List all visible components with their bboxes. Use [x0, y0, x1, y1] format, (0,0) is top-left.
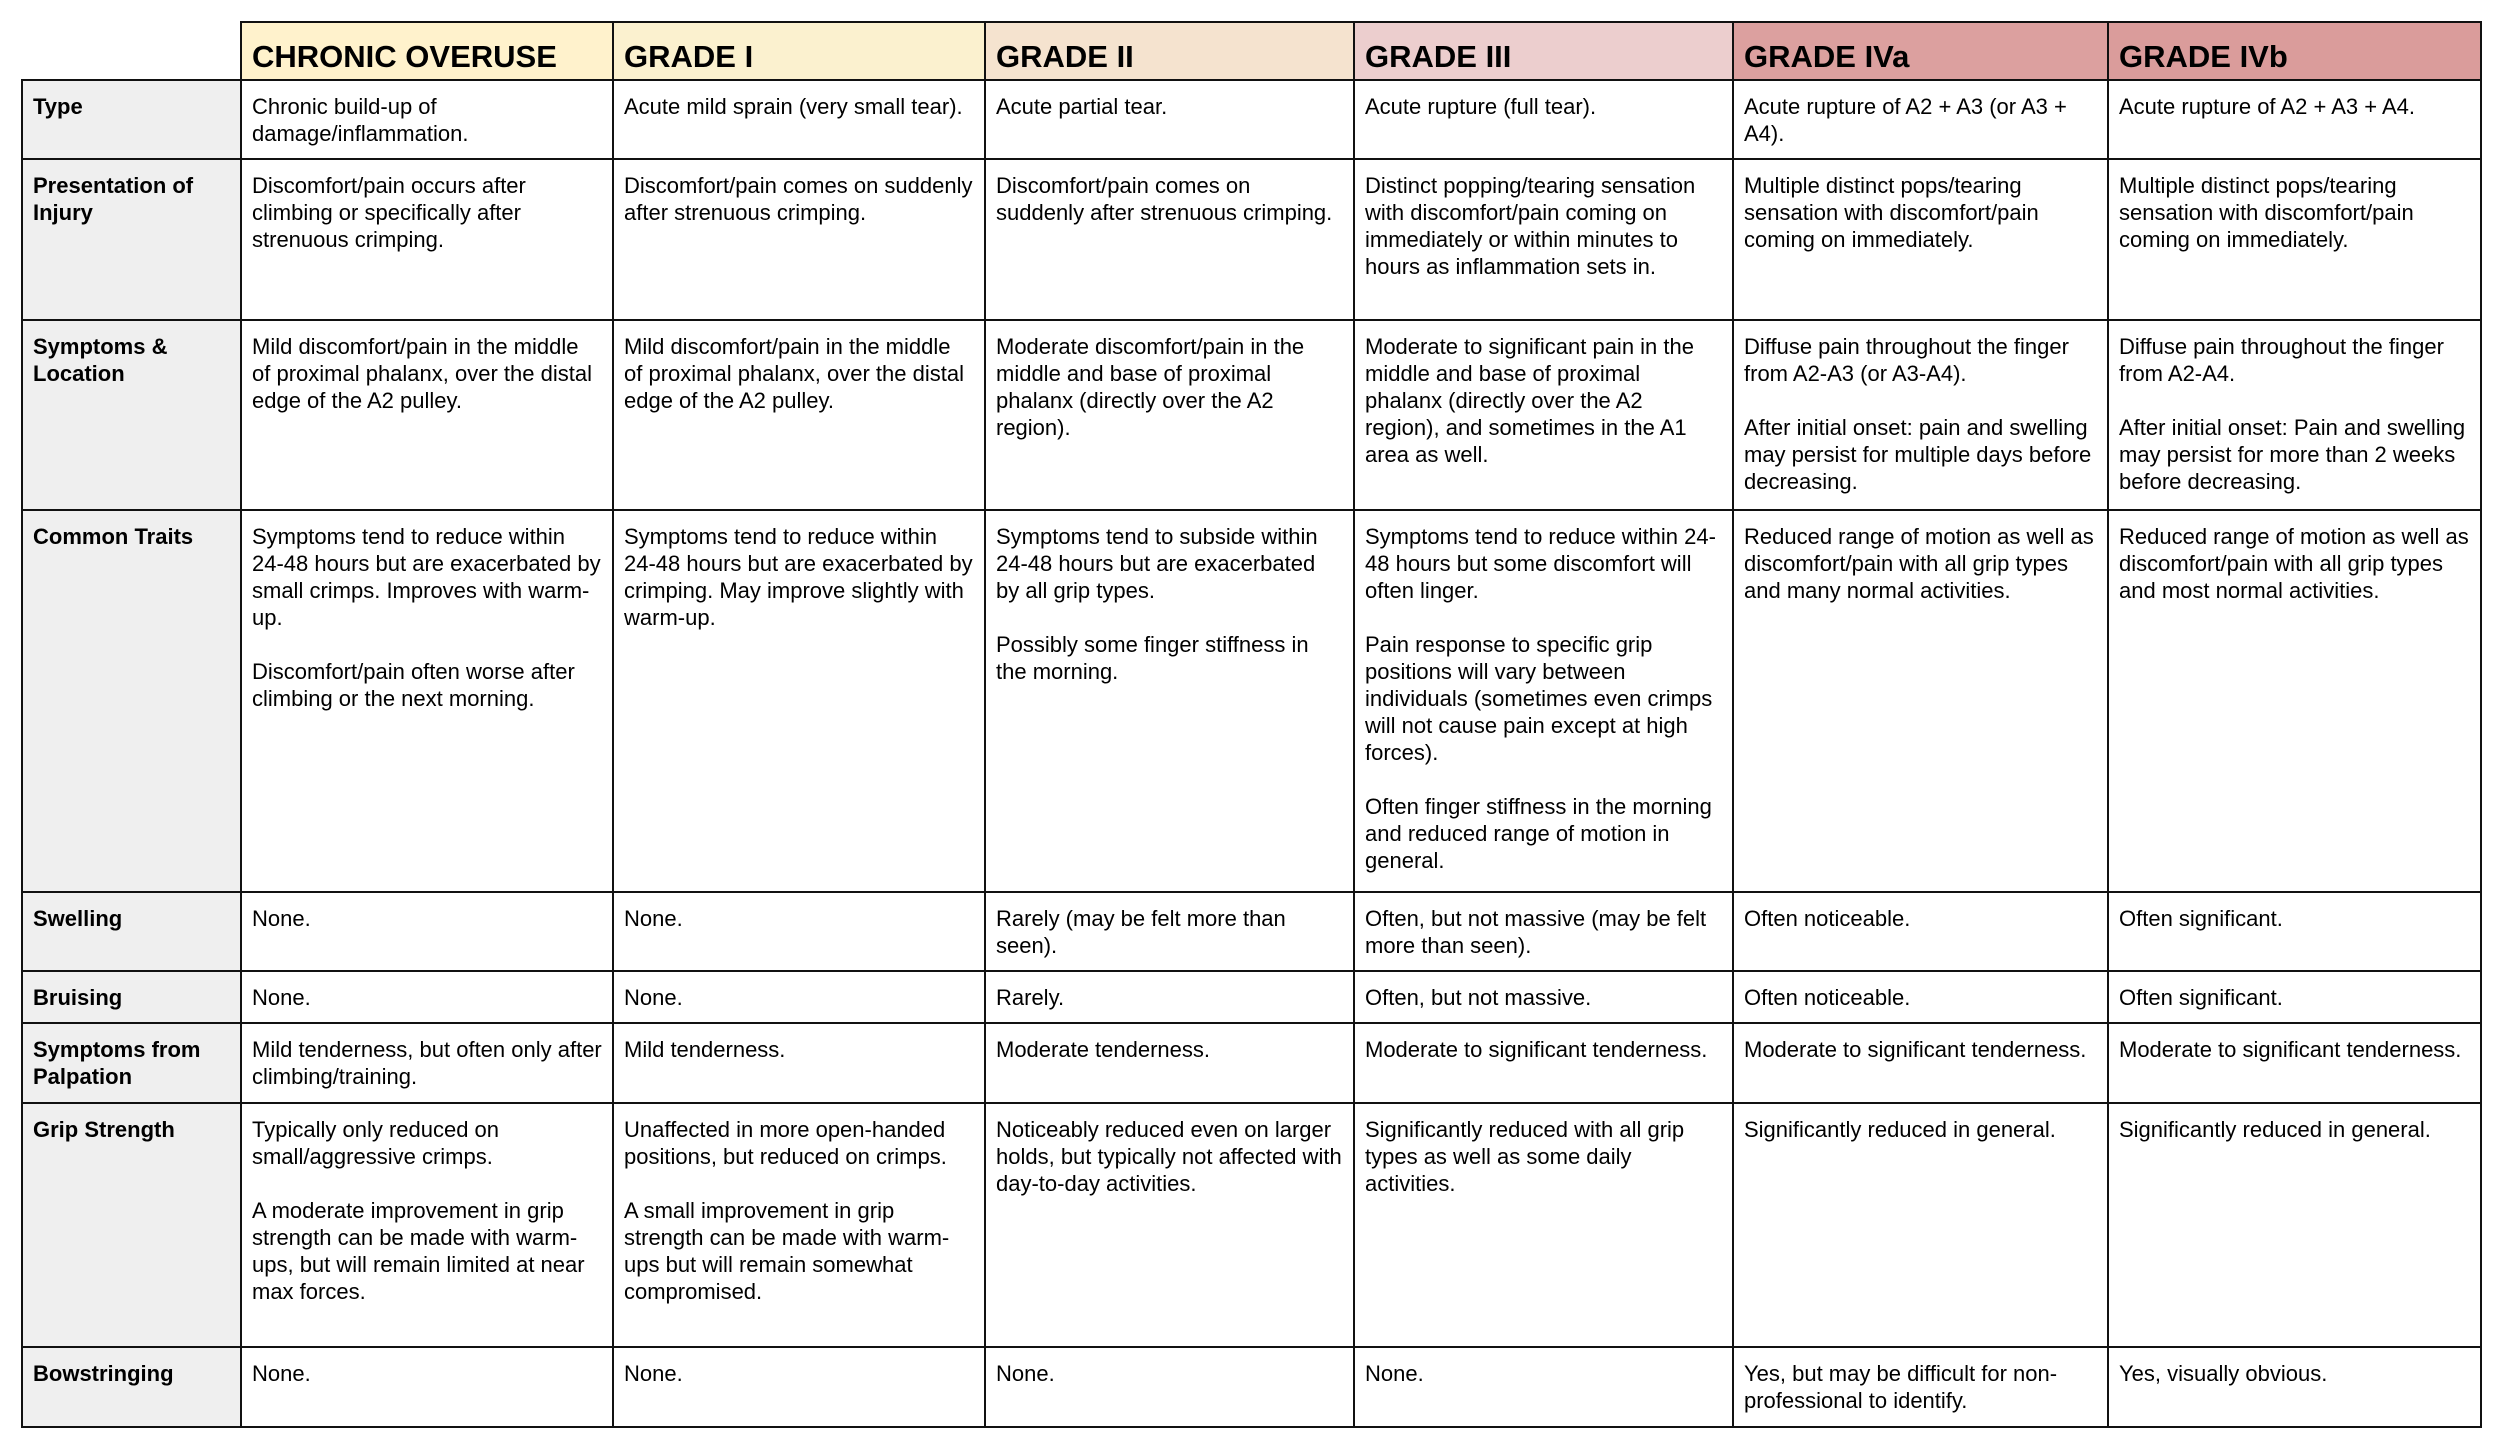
table-cell [613, 320, 985, 510]
cell-paragraph: None. [1365, 1361, 1424, 1386]
cell-paragraph: None. [252, 985, 311, 1010]
cell-paragraph: Moderate to significant pain in the middle and base of proximal phalanx (directly over the A2 region), and sometimes in the A1 area as well. [1365, 334, 1694, 467]
column-header-grade-iii: GRADE III [1354, 22, 1733, 80]
cell-paragraph: Discomfort/pain occurs after climbing or specifically after strenuous crimping. [252, 173, 526, 252]
cell-paragraph: Pain response to specific grip positions will vary between individuals (sometimes even crimps will not cause pain except at high forces). [1365, 632, 1713, 765]
table-cell [2108, 159, 2481, 320]
column-header-grade-i: GRADE I [613, 22, 985, 80]
table-cell [241, 1103, 613, 1347]
cell-paragraph: Often, but not massive (may be felt more than seen). [1365, 906, 1707, 958]
table-cell [1354, 971, 1733, 1023]
cell-paragraph: Distinct popping/tearing sensation with discomfort/pain coming on immediately or within minutes to hours as inflammation sets in. [1365, 173, 1696, 279]
cell-paragraph: None. [252, 906, 311, 931]
table-cell [241, 320, 613, 510]
column-header-grade-ii: GRADE II [985, 22, 1354, 80]
table-cell [1354, 320, 1733, 510]
row-label: Bowstringing [22, 1347, 241, 1427]
cell-paragraph: Rarely (may be felt more than seen). [996, 906, 1286, 958]
table-cell [1733, 1023, 2108, 1103]
cell-paragraph: Mild discomfort/pain in the middle of proximal phalanx, over the distal edge of the A2 pulley. [624, 334, 964, 413]
cell-paragraph: Yes, but may be difficult for non-professional to identify. [1744, 1361, 2058, 1413]
cell-paragraph: Symptoms tend to subside within 24-48 hours but are exacerbated by all grip types. [996, 524, 1318, 603]
cell-paragraph: Significantly reduced with all grip types as well as some daily activities. [1365, 1117, 1685, 1196]
table-cell [613, 159, 985, 320]
table-cell [985, 1023, 1354, 1103]
table-cell [613, 510, 985, 892]
table-cell [1733, 510, 2108, 892]
cell-paragraph: Often noticeable. [1744, 985, 1911, 1010]
cell-paragraph: None. [252, 1361, 311, 1386]
table-row [22, 1103, 2481, 1347]
table-cell [2108, 510, 2481, 892]
table-cell [1354, 1347, 1733, 1427]
cell-paragraph: Often noticeable. [1744, 906, 1911, 931]
table-row [22, 510, 2481, 892]
cell-paragraph: Acute partial tear. [996, 94, 1168, 119]
cell-paragraph: Acute mild sprain (very small tear). [624, 94, 963, 119]
row-label: Swelling [22, 892, 241, 971]
cell-paragraph: None. [624, 1361, 683, 1386]
cell-paragraph: None. [996, 1361, 1055, 1386]
cell-paragraph: Noticeably reduced even on larger holds, but typically not affected with day-to-day activities. [996, 1117, 1342, 1196]
row-label: Type [22, 80, 241, 159]
cell-paragraph: Often, but not massive. [1365, 985, 1592, 1010]
table-cell [241, 892, 613, 971]
table-cell [2108, 1103, 2481, 1347]
table-cell [2108, 1023, 2481, 1103]
row-label: Grip Strength [22, 1103, 241, 1347]
table-cell [241, 510, 613, 892]
cell-paragraph: Symptoms tend to reduce within 24-48 hours but some discomfort will often linger. [1365, 524, 1716, 603]
table-cell [1733, 892, 2108, 971]
header-row [22, 22, 2481, 80]
table-cell [985, 80, 1354, 159]
cell-paragraph: Moderate to significant tenderness. [1365, 1037, 1708, 1062]
cell-paragraph: Reduced range of motion as well as discomfort/pain with all grip types and most normal activities. [2119, 524, 2469, 603]
table-cell [985, 1347, 1354, 1427]
table-cell [1733, 80, 2108, 159]
cell-paragraph: Possibly some finger stiffness in the morning. [996, 632, 1309, 684]
cell-paragraph: Rarely. [996, 985, 1065, 1010]
table-cell [985, 1103, 1354, 1347]
row-label: Common Traits [22, 510, 241, 892]
cell-paragraph: Multiple distinct pops/tearing sensation with discomfort/pain coming on immediately. [2119, 173, 2414, 252]
table-cell [1733, 1103, 2108, 1347]
table-cell [613, 80, 985, 159]
cell-paragraph: Discomfort/pain comes on suddenly after strenuous crimping. [996, 173, 1333, 225]
row-label: Presentation of Injury [22, 159, 241, 320]
table-row [22, 320, 2481, 510]
table-cell [1354, 1023, 1733, 1103]
table-cell [2108, 892, 2481, 971]
table-cell [1354, 80, 1733, 159]
table-row [22, 159, 2481, 320]
table-cell [613, 892, 985, 971]
cell-paragraph: Significantly reduced in general. [2119, 1117, 2431, 1142]
cell-paragraph: Acute rupture of A2 + A3 + A4. [2119, 94, 2415, 119]
table-cell [1354, 892, 1733, 971]
column-header-grade-ivb: GRADE IVb [2108, 22, 2481, 80]
table-row [22, 892, 2481, 971]
cell-paragraph: Often significant. [2119, 985, 2283, 1010]
table-cell [1733, 1347, 2108, 1427]
cell-paragraph: Typically only reduced on small/aggressive crimps. [252, 1117, 500, 1169]
column-header-chronic-overuse: CHRONIC OVERUSE [241, 22, 613, 80]
table-cell [241, 1023, 613, 1103]
table-cell [241, 80, 613, 159]
table-cell [2108, 320, 2481, 510]
table-cell [985, 510, 1354, 892]
table-cell [1354, 510, 1733, 892]
injury-grade-table-container [21, 21, 2482, 1428]
row-label: Symptoms from Palpation [22, 1023, 241, 1103]
cell-paragraph: Chronic build-up of damage/inflammation. [252, 94, 469, 146]
column-header-grade-iva: GRADE IVa [1733, 22, 2108, 80]
pulley-injury-grade-table [21, 21, 2482, 1428]
cell-paragraph: Discomfort/pain often worse after climbing or the next morning. [252, 659, 575, 711]
table-cell [985, 892, 1354, 971]
table-cell [1733, 320, 2108, 510]
cell-paragraph: After initial onset: Pain and swelling may persist for more than 2 weeks before decreasing. [2119, 415, 2466, 494]
table-row [22, 1347, 2481, 1427]
cell-paragraph: Symptoms tend to reduce within 24-48 hours but are exacerbated by crimping. May improve slightly with warm-up. [624, 524, 973, 630]
table-row [22, 1023, 2481, 1103]
cell-paragraph: Often finger stiffness in the morning and reduced range of motion in general. [1365, 794, 1712, 873]
table-cell [613, 1347, 985, 1427]
row-label: Bruising [22, 971, 241, 1023]
cell-paragraph: Symptoms tend to reduce within 24-48 hours but are exacerbated by small crimps. Improves with warm-up. [252, 524, 601, 630]
table-cell [613, 1103, 985, 1347]
cell-paragraph: After initial onset: pain and swelling may persist for multiple days before decreasing. [1744, 415, 2092, 494]
cell-paragraph: Yes, visually obvious. [2119, 1361, 2328, 1386]
table-cell [241, 1347, 613, 1427]
cell-paragraph: Moderate discomfort/pain in the middle and base of proximal phalanx (directly over the A2 region). [996, 334, 1305, 440]
table-cell [2108, 1347, 2481, 1427]
cell-paragraph: Mild tenderness, but often only after climbing/training. [252, 1037, 602, 1089]
cell-paragraph: Acute rupture (full tear). [1365, 94, 1597, 119]
cell-paragraph: Diffuse pain throughout the finger from A2-A4. [2119, 334, 2444, 386]
table-cell [2108, 80, 2481, 159]
table-cell [1733, 159, 2108, 320]
cell-paragraph: A small improvement in grip strength can be made with warm-ups but will remain somewhat compromised. [624, 1198, 950, 1304]
table-cell [1354, 1103, 1733, 1347]
cell-paragraph: Moderate to significant tenderness. [2119, 1037, 2462, 1062]
cell-paragraph: Moderate tenderness. [996, 1037, 1211, 1062]
cell-paragraph: Acute rupture of A2 + A3 (or A3 + A4). [1744, 94, 2067, 146]
table-cell [2108, 971, 2481, 1023]
cell-paragraph: Mild tenderness. [624, 1037, 786, 1062]
cell-paragraph: Reduced range of motion as well as discomfort/pain with all grip types and many normal activities. [1744, 524, 2094, 603]
cell-paragraph: Discomfort/pain comes on suddenly after strenuous crimping. [624, 173, 973, 225]
cell-paragraph: Multiple distinct pops/tearing sensation with discomfort/pain coming on immediately. [1744, 173, 2039, 252]
table-cell [985, 159, 1354, 320]
cell-paragraph: A moderate improvement in grip strength can be made with warm-ups, but will remain limited at near max forces. [252, 1198, 585, 1304]
cell-paragraph: Diffuse pain throughout the finger from A2-A3 (or A3-A4). [1744, 334, 2069, 386]
table-row [22, 971, 2481, 1023]
table-cell [985, 971, 1354, 1023]
cell-paragraph: Significantly reduced in general. [1744, 1117, 2056, 1142]
table-row [22, 80, 2481, 159]
cell-paragraph: Unaffected in more open-handed positions, but reduced on crimps. [624, 1117, 947, 1169]
table-cell [985, 320, 1354, 510]
row-label: Symptoms & Location [22, 320, 241, 510]
cell-paragraph: None. [624, 906, 683, 931]
table-cell [1354, 159, 1733, 320]
table-cell [613, 1023, 985, 1103]
table-cell [241, 159, 613, 320]
table-cell [241, 971, 613, 1023]
table-cell [1733, 971, 2108, 1023]
cell-paragraph: None. [624, 985, 683, 1010]
corner-cell [22, 22, 241, 80]
cell-paragraph: Mild discomfort/pain in the middle of proximal phalanx, over the distal edge of the A2 pulley. [252, 334, 592, 413]
table-cell [613, 971, 985, 1023]
cell-paragraph: Often significant. [2119, 906, 2283, 931]
cell-paragraph: Moderate to significant tenderness. [1744, 1037, 2087, 1062]
